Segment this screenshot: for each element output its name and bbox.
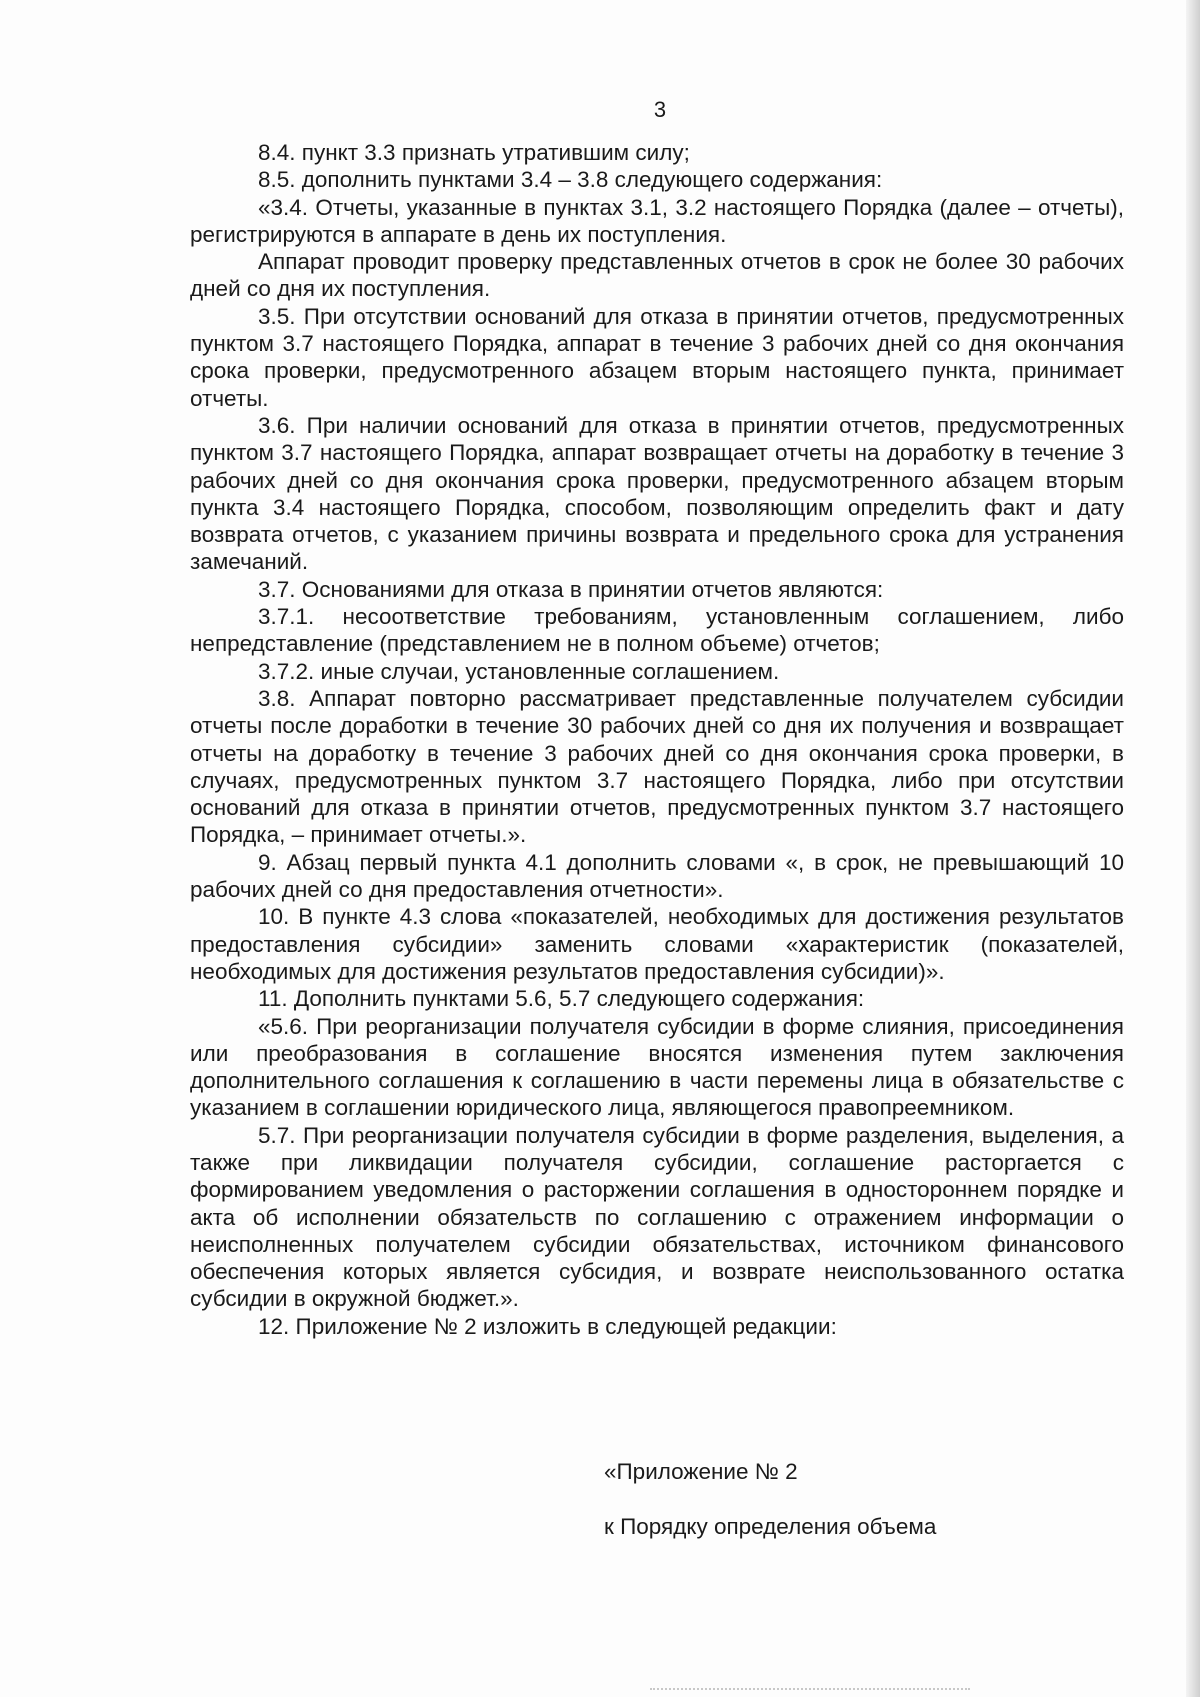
paragraph: 8.5. дополнить пунктами 3.4 – 3.8 следующего содержания:	[258, 167, 883, 193]
paragraph: 12. Приложение № 2 изложить в следующей редакции:	[258, 1313, 837, 1339]
paragraph: 3.7. Основаниями для отказа в принятии отчетов являются:	[258, 576, 884, 602]
paragraph: 8.4. пункт 3.3 признать утратившим силу;	[258, 140, 690, 165]
paragraph: 3.7.2. иные случаи, установленные соглашением.	[258, 658, 780, 684]
paragraph: 3.5. При отсутствии оснований для отказа в принятии отчетов, предусмотренных пунктом 3.7 настоящего Порядка, аппарат в течение 3 рабочих дней со дня окончания срока проверки, предусмотренного абзацем вторым настоящего пункта, принимает отчеты.	[190, 303, 1124, 411]
paragraph: 5.7. При реорганизации получателя субсидии в форме разделения, выделения, а также при ликвидации получателя субсидии, соглашение расторгается с формированием уведомления о расторжении соглашения в одностороннем порядке и акта об исполнении обязательств по соглашению с отражением информации о неисполненных получателем субсидии обязательствах, источником финансового обеспечения которых является субсидия, и возврате неиспользованного остатка субсидии в окружной бюджет.».	[190, 1122, 1124, 1312]
paragraph: «5.6. При реорганизации получателя субсидии в форме слияния, присоединения или преобразования в соглашение вносятся изменения путем заключения дополнительного соглашения к соглашению в части перемены лица в обязательстве с указанием в соглашении юридического лица, являющегося правопреемником.	[190, 1013, 1124, 1121]
paragraph: 10. В пункте 4.3 слова «показателей, необходимых для достижения результатов предоставления субсидии» заменить словами «характеристик (показателей, необходимых для достижения результатов предоставления субсидии)».	[190, 904, 1124, 984]
annex-heading	[604, 1458, 1024, 1541]
paragraph: 11. Дополнить пунктами 5.6, 5.7 следующего содержания:	[258, 986, 865, 1012]
page-number: 3	[653, 97, 667, 122]
paragraph: 3.8. Аппарат повторно рассматривает представленные получателем субсидии отчеты после доработки в течение 30 рабочих дней со дня их получения и возвращает отчеты на доработку в течение 3 рабочих дней со дня окончания срока проверки, в случаях, предусмотренных пунктом 3.7 настоящего Порядка, либо при отсутствии оснований для отказа в принятии отчетов, предусмотренных пунктом 3.7 настоящего Порядка, – принимает отчеты.».	[190, 685, 1124, 848]
paragraph: «3.4. Отчеты, указанные в пунктах 3.1, 3.2 настоящего Порядка (далее – отчеты), регистрируются в аппарате в день их поступления.	[190, 194, 1124, 247]
scan-artifact-line	[650, 1688, 970, 1693]
annex-title: «Приложение № 2	[604, 1459, 798, 1484]
paragraph: 3.6. При наличии оснований для отказа в принятии отчетов, предусмотренных пунктом 3.7 настоящего Порядка, аппарат возвращает отчеты на доработку в течение 3 рабочих дней со дня окончания срока проверки, предусмотренного абзацем вторым пункта 3.4 настоящего Порядка, способом, позволяющим определить факт и дату возврата отчетов, с указанием причины возврата и предельного срока для устранения замечаний.	[190, 412, 1124, 575]
scan-page-edge	[1186, 0, 1200, 1697]
document-body	[190, 139, 1124, 1340]
paragraph: Аппарат проводит проверку представленных отчетов в срок не более 30 рабочих дней со дня их поступления.	[190, 249, 1124, 302]
annex-spacer	[604, 1485, 1024, 1513]
paragraph: 3.7.1. несоответствие требованиям, установленным соглашением, либо непредставление (представлением не в полном объеме) отчетов;	[190, 604, 1124, 657]
paragraph: 9. Абзац первый пункта 4.1 дополнить словами «, в срок, не превышающий 10 рабочих дней со дня предоставления отчетности».	[190, 849, 1124, 903]
annex-subtitle: к Порядку определения объема	[604, 1514, 937, 1540]
